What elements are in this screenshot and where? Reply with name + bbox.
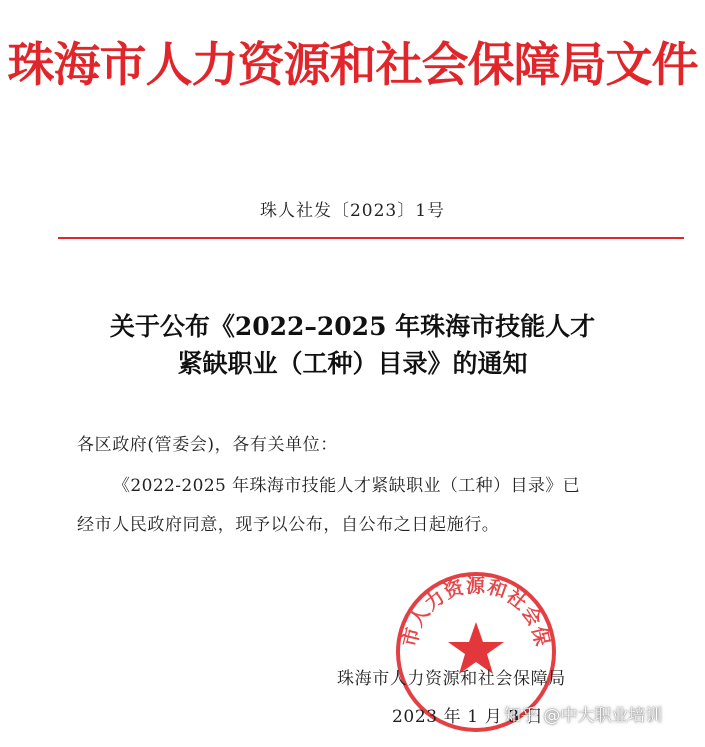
body-paragraph-line-1: 《2022-2025 年珠海市技能人才紧缺职业（工种）目录》已 bbox=[113, 476, 581, 496]
svg-text:珠海市人力资源和社会保障局: 市人力资源和社会保 bbox=[398, 575, 554, 650]
notice-title-line-2: 紧缺职业（工种）目录》的通知 bbox=[177, 349, 528, 378]
signatory-organization: 珠海市人力资源和社会保障局 bbox=[337, 669, 566, 689]
issue-date: 2023 年 1 月 3 日 bbox=[392, 707, 544, 727]
document-header-title: 珠海市人力资源和社会保障局文件 bbox=[7, 38, 698, 93]
document-number: 珠人社发〔2023〕1号 bbox=[259, 201, 446, 221]
salutation: 各区政府(管委会)，各有关单位： bbox=[77, 435, 338, 455]
zhihu-watermark: 知乎 @中大职业培训 bbox=[504, 706, 663, 726]
notice-title-line-1: 关于公布《2022–2025 年珠海市技能人才 bbox=[109, 312, 596, 341]
red-divider-line bbox=[58, 237, 684, 239]
body-paragraph-line-2: 经市人民政府同意，现予以公布，自公布之日起施行。 bbox=[77, 515, 500, 535]
